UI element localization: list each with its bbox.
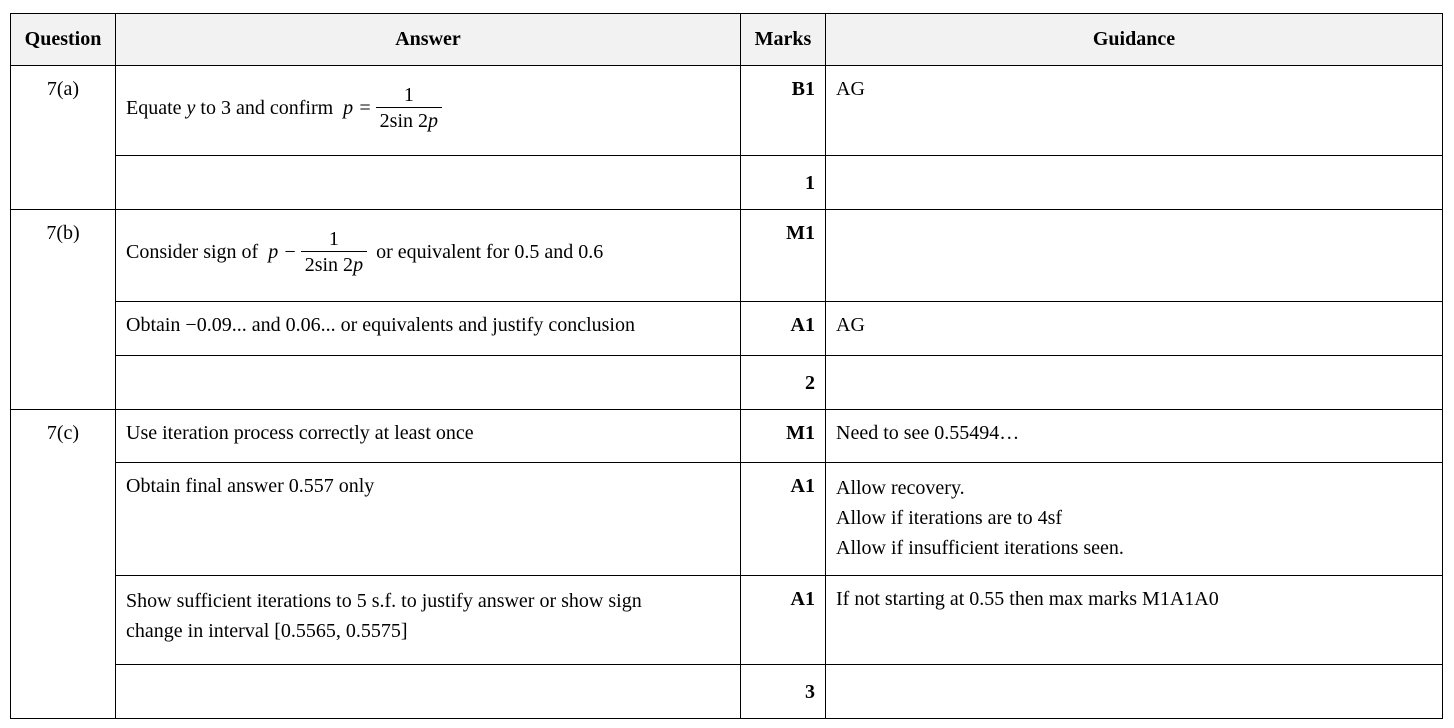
header-row (11, 14, 1443, 66)
guidance-cell: Need to see 0.55494… (826, 410, 1443, 463)
denominator-var: p (428, 109, 439, 132)
answer-text: to 3 and confirm (200, 96, 334, 119)
table-row (11, 210, 1443, 302)
answer-cell (116, 576, 741, 665)
mark-cell: M1 (741, 410, 826, 463)
guidance-line: Allow if iterations are to 4sf (836, 507, 1063, 529)
header-question: Question (11, 14, 116, 66)
fraction-denominator (376, 108, 442, 134)
guidance-cell-empty (826, 665, 1443, 719)
header-answer: Answer (116, 14, 741, 66)
guidance-cell: If not starting at 0.55 then max marks M1A1A0 (826, 576, 1443, 665)
guidance-cell: AG (826, 66, 1443, 156)
answer-text: Consider sign of (126, 240, 259, 263)
fraction-denominator (301, 252, 367, 278)
fraction (301, 227, 367, 278)
answer-cell (116, 210, 741, 302)
table-row (11, 156, 1443, 210)
table-row (11, 302, 1443, 356)
guidance-cell-empty (826, 156, 1443, 210)
mark-cell: A1 (741, 302, 826, 356)
answer-cell: Obtain −0.09... and 0.06... or equivalents and justify conclusion (116, 302, 741, 356)
mark-cell: A1 (741, 576, 826, 665)
answer-cell (116, 66, 741, 156)
answer-cell-empty (116, 665, 741, 719)
math-lhs: p = (343, 96, 372, 119)
mark-cell: B1 (741, 66, 826, 156)
table-row (11, 576, 1443, 665)
mark-scheme-table (10, 13, 1443, 719)
fraction-numerator: 1 (301, 227, 367, 252)
header-marks: Marks (741, 14, 826, 66)
guidance-cell-empty (826, 356, 1443, 410)
answer-cell-empty (116, 356, 741, 410)
table-row (11, 66, 1443, 156)
answer-line: Show sufficient iterations to 5 s.f. to justify answer or show sign (126, 590, 642, 612)
answer-line: change in interval [0.5565, 0.5575] (126, 620, 408, 642)
table-row (11, 356, 1443, 410)
guidance-cell: AG (826, 302, 1443, 356)
guidance-line: Allow if insufficient iterations seen. (836, 537, 1124, 559)
guidance-line: Allow recovery. (836, 477, 965, 499)
total-marks-cell: 3 (741, 665, 826, 719)
math-expr: p − (268, 240, 297, 263)
question-label-7b: 7(b) (11, 210, 116, 410)
denominator-var: p (353, 253, 364, 276)
answer-text: or equivalent for 0.5 and 0.6 (376, 240, 604, 263)
fraction (376, 83, 442, 134)
fraction-numerator: 1 (376, 83, 442, 108)
question-label-7c: 7(c) (11, 410, 116, 719)
answer-cell-empty (116, 156, 741, 210)
mark-cell: M1 (741, 210, 826, 302)
answer-cell: Use iteration process correctly at least once (116, 410, 741, 463)
mark-cell: A1 (741, 463, 826, 576)
table-row (11, 410, 1443, 463)
answer-var-y: y (186, 96, 196, 119)
denominator-text: 2sin 2 (304, 253, 354, 276)
question-label-7a: 7(a) (11, 66, 116, 210)
total-marks-cell: 1 (741, 156, 826, 210)
total-marks-cell: 2 (741, 356, 826, 410)
answer-text: Equate (126, 96, 182, 119)
header-guidance: Guidance (826, 14, 1443, 66)
denominator-text: 2sin 2 (379, 109, 429, 132)
table-row (11, 463, 1443, 576)
guidance-cell-empty (826, 210, 1443, 302)
answer-cell: Obtain final answer 0.557 only (116, 463, 741, 576)
table-row (11, 665, 1443, 719)
guidance-cell (826, 463, 1443, 576)
